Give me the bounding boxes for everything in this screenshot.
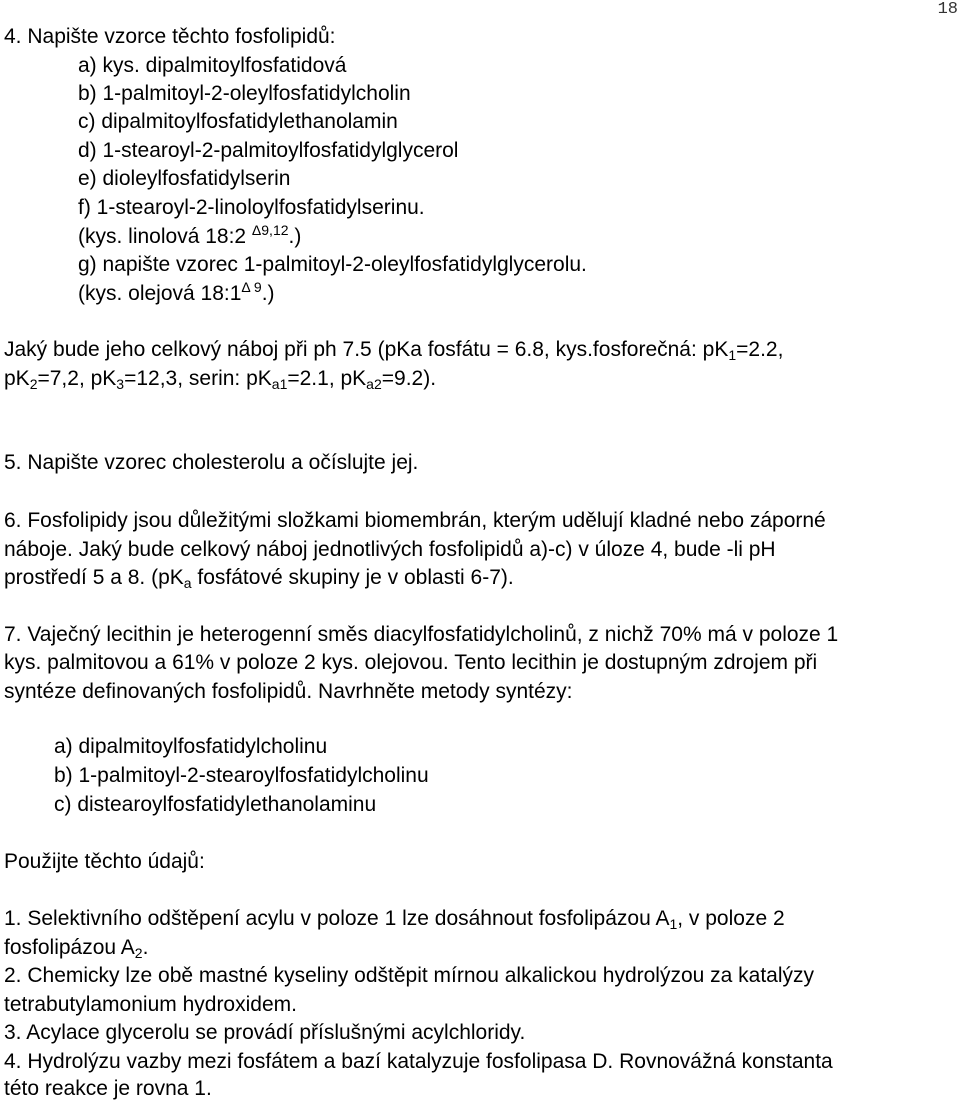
data-heading: Použijte těchto údajů: <box>4 850 205 873</box>
q4-item-g: g) napište vzorec 1-palmitoyl-2-oleylfosfatidylglycerolu. <box>78 253 587 276</box>
q4-heading: 4. Napište vzorce těchto fosfolipidů: <box>4 25 336 48</box>
q7-line-3: syntéze definovaných fosfolipidů. Navrhněte metody syntézy: <box>4 680 573 703</box>
data-item-4-line-1: 4. Hydrolýzu vazby mezi fosfátem a bazí katalyzuje fosfolipasa D. Rovnovážná konstanta <box>4 1050 833 1073</box>
q4-charge-line-2: $pK_2=7,2$, $pK_3=12,3$, serin: $pK_{a1}=2.1$, $pK_{a2}=9.2$). <box>4 367 437 392</box>
page-number: 18 <box>937 0 958 19</box>
data-item-1-line-2: fosfolipázou $A_2$. <box>4 936 149 961</box>
q6-line-2: náboje. Jaký bude celkový náboj jednotlivých fosfolipidů a)-c) v úloze 4, bude -li pH <box>4 538 776 561</box>
q7-line-1: 7. Vaječný lecithin je heterogenní směs diacylfosfatidylcholinů, z nichž 70% má v poloze 1 <box>4 623 839 646</box>
q4-item-f: f) 1-stearoyl-2-linoloylfosfatidylserinu. <box>78 196 425 219</box>
q6-line-3: prostředí 5 a 8. ($pK_a$ fosfátové skupiny je v oblasti 6-7). <box>4 566 514 591</box>
q4-item-b: b) 1-palmitoyl-2-oleylfosfatidylcholin <box>78 82 411 105</box>
q4-item-e: e) dioleylfosfatidylserin <box>78 167 291 190</box>
data-item-2-line-2: tetrabutylamonium hydroxidem. <box>4 993 297 1016</box>
q7-item-a: a) dipalmitoylfosfatidylcholinu <box>54 735 328 758</box>
q5-text: 5. Napište vzorec cholesterolu a očíslujte jej. <box>4 451 419 474</box>
q7-item-b: b) 1-palmitoyl-2-stearoylfosfatidylcholinu <box>54 764 429 787</box>
q4-item-c: c) dipalmitoylfosfatidylethanolamin <box>78 110 398 133</box>
q4-item-f-note: (kys. linolová 18:2 $^{\Delta 9,12}$.) <box>78 222 302 248</box>
q4-item-a: a) kys. dipalmitoylfosfatidová <box>78 54 347 77</box>
data-item-3: 3. Acylace glycerolu se provádí příslušnými acylchloridy. <box>4 1021 526 1044</box>
q6-line-1: 6. Fosfolipidy jsou důležitými složkami biomembrán, kterým udělují kladné nebo záporné <box>4 509 826 532</box>
q4-item-g-note: (kys. olejová $18:1^{\Delta 9}$.) <box>78 279 275 305</box>
data-item-4-line-2: této reakce je rovna 1. <box>4 1077 212 1100</box>
q7-item-c: c) distearoylfosfatidylethanolaminu <box>54 793 377 816</box>
q4-charge-line-1: Jaký bude jeho celkový náboj při ph 7.5 (pKa fosfátu = 6.8, kys.fosforečná: $pK_1=2.2$, <box>4 338 784 363</box>
data-item-1-line-1: 1. Selektivního odštěpení acylu v poloze 1 lze dosáhnout fosfolipázou $A_1$, v poloze 2 <box>4 907 785 932</box>
q4-item-d: d) 1-stearoyl-2-palmitoylfosfatidylglycerol <box>78 139 459 162</box>
q7-line-2: kys. palmitovou a 61% v poloze 2 kys. olejovou. Tento lecithin je dostupným zdrojem při <box>4 651 818 674</box>
data-item-2-line-1: 2. Chemicky lze obě mastné kyseliny odštěpit mírnou alkalickou hydrolýzou za katalýzy <box>4 964 815 987</box>
